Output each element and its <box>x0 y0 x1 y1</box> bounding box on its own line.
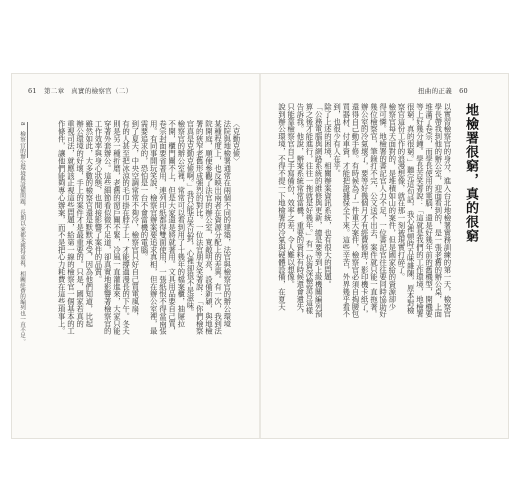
text-column: 院開庭，順便參觀了法官的辦公室，寬敞明亮，設備新穎，與地檢 <box>204 120 214 335</box>
text-column: 堆滿了卷宗，而學長使用的電腦，還是好幾年前的舊機型，開機要 <box>424 103 434 318</box>
text-column: 只能靠檢察官自己手寫備份，效率之差，令人難以想像。 <box>286 103 296 288</box>
text-column: 某種程度上，也反映出兩者在資源分配上的差異。有一次，我到法 <box>213 120 223 335</box>
text-column: 則是另一種折磨，老舊的窗戶關不緊，冷風一直灌進來，大家只能 <box>112 120 122 335</box>
text-column: 買器材、付車資，才能把證據保全下來。這些辛苦，外界幾乎看不 <box>341 103 351 318</box>
text-column: 等上好幾分鐘。學長苦笑著說：「這就是我們的工作環境，地檢署 <box>415 103 425 318</box>
text-column: 作條件，讓他們能夠專心辦案，而不是把心力耗費在這些瑣事上。 <box>57 120 67 335</box>
book-gutter <box>259 74 261 438</box>
text-column: 檢察官的辦公室裡，常常可以看到用了十幾年的檔案櫃，抽屜拉 <box>176 120 186 328</box>
text-column: 察官這份工作的浪漫想像，就在那一刻被現實打碎了。 <box>397 103 406 281</box>
text-column: 卷宗封面要省著用，連列印紙都得雙面使用，一張紙恨不得當兩張 <box>158 120 168 335</box>
right-page-number: 60 <box>459 87 468 95</box>
text-column: 穿著外套辦公。這些細節看似微不足道，卻真實地影響著檢察官的 <box>103 120 113 335</box>
text-column: 需要追求的，恐怕是一台不會當機的電腦。 <box>140 120 149 261</box>
text-column: 署的狹窄老舊形成強烈的對比。一位法官朋友笑著說：「你們檢察 <box>195 120 205 335</box>
text-column: 告訴我。他說，辦案系統常常當機，重要的資料有時候還會遺失， <box>295 103 305 318</box>
footnote-rule <box>27 122 28 158</box>
right-page-header <box>418 86 468 95</box>
text-column: 很窮，真的很窮。」聽完這句話，我心裡頓時五味雜陳，原本對檢 <box>406 103 416 314</box>
text-column: 到了夏天，中央空調常常不夠冷，檢察官只好自己買電風扇， <box>130 120 140 320</box>
left-page-header <box>28 86 132 95</box>
text-column: 〈克勤克儉〉 <box>232 120 241 165</box>
text-column: 工作效率與身心狀態，也間接影響了案件的品質。 <box>94 120 103 283</box>
text-column: 法院與地檢署通常在兩個不同的建築，法官與檢察官的辦公環境 <box>222 120 232 328</box>
text-column: 還得自己動手修。有時候為了一件重大案件，檢察官必須自掏腰包 <box>351 103 360 318</box>
text-column: 「公務電腦與網路系統的維修與更新，總是要等到上級機關編列預 <box>314 103 324 318</box>
text-column: 不開，櫃門關不上，但是大家還是將就著用。文具用品要自己買， <box>167 120 177 335</box>
footnote: 8 檢察官的辦公環境與設備問題，長期以來都未獲得重視，相關經費的編列也一直不足。 <box>19 122 25 344</box>
text-column: 辦公室的冷氣壞了，要等好幾個月才有經費修理；影印機卡紙了， <box>360 103 370 318</box>
text-column: 有的人甚至把冰涼的毛巾掛在脖子上，才能撐過漫長的下午。冬天 <box>121 120 131 335</box>
text-column: 官真是克勤克儉啊。」我只能苦笑以對，心裡卻很不是滋味。 <box>186 120 195 317</box>
text-column: 得可憐。地檢署的書記官人力不足，一位書記官往往要同時協助好 <box>378 103 388 318</box>
text-column: 除了上述的困境，相關辦案資訊系統，也有很大的問題。 <box>323 103 333 288</box>
text-column: 重視司法，就應該正視這些問題，給第一線的檢察官一個基本的工 <box>66 120 76 335</box>
text-column: 到，也很少有人在乎。 <box>332 103 342 177</box>
text-column: 以實習檢察官的身分，進入台北地檢署實務訓練的第一天，檢察官 <box>443 103 452 318</box>
section-heading: 地檢署很窮，真的很窮 <box>463 103 478 243</box>
text-column: 檢察官每天面對的，是堆積如山的案件，但是國家給的資源卻少 <box>387 103 397 311</box>
text-column: 幾位檢察官，筆錄打不完，公文送不出去，案件就只能一直拖著。 <box>369 103 379 318</box>
text-column: 算之後才能進行，往往一拖就是好幾年。」有一位資深檢察官這樣 <box>305 103 314 314</box>
text-column: 學長帶我到他的辦公室，迎面看到的，是一張老舊的辦公桌，上面 <box>433 103 443 318</box>
text-column: 雖然如此，大多數的檢察官還是默默承受，因為他們知道，比起 <box>84 120 94 328</box>
text-column: 辦公環境的好壞，手上的案件才是最重要的。只是，國家若真的 <box>75 120 85 328</box>
left-page-number: 61 <box>28 87 37 95</box>
book-title: 扭曲的正義 <box>418 87 452 95</box>
text-column: 用。有同事開玩笑說，檢察官辦案要追求真相，但在辦公室裡，最 <box>149 120 159 335</box>
text-column: 說到辦公環境，不得不提一下地檢署的冷氣與硬體設備，在夏天 <box>277 103 287 311</box>
chapter-title: 第二章 真實的檢察官（二） <box>43 87 133 95</box>
